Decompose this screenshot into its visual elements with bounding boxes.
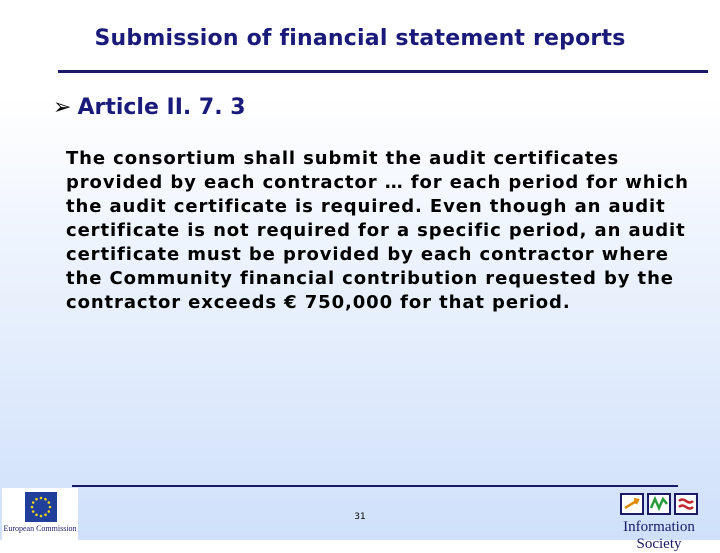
information-society-icon bbox=[620, 490, 700, 518]
bullet-row bbox=[53, 95, 246, 120]
body-paragraph: The consortium shall submit the audit certificates provided by each contractor … for each period for which the audit certificate is required. Even though an audit certificate is not required for a specific period, an audit certificate must be provided by each contractor where the Community financial contribution requested by the contractor exceeds € 750,000 for that period. bbox=[66, 148, 689, 313]
european-commission-logo bbox=[2, 488, 78, 540]
information-society-logo bbox=[600, 488, 718, 552]
european-commission-label: European Commission bbox=[3, 524, 77, 533]
title-underline bbox=[58, 70, 708, 73]
footer-divider bbox=[72, 485, 678, 487]
is-tile-3 bbox=[675, 494, 697, 514]
slide-title: Submission of financial statement reports bbox=[94, 26, 626, 51]
eu-flag-field bbox=[25, 492, 57, 522]
information-society-label: Information Society bbox=[623, 519, 695, 552]
page-number: 31 bbox=[354, 512, 366, 522]
bullet-heading: Article II. 7. 3 bbox=[77, 95, 246, 120]
eu-flag-icon bbox=[25, 492, 57, 522]
arrow-right-bullet-icon: ➢ bbox=[53, 95, 72, 120]
